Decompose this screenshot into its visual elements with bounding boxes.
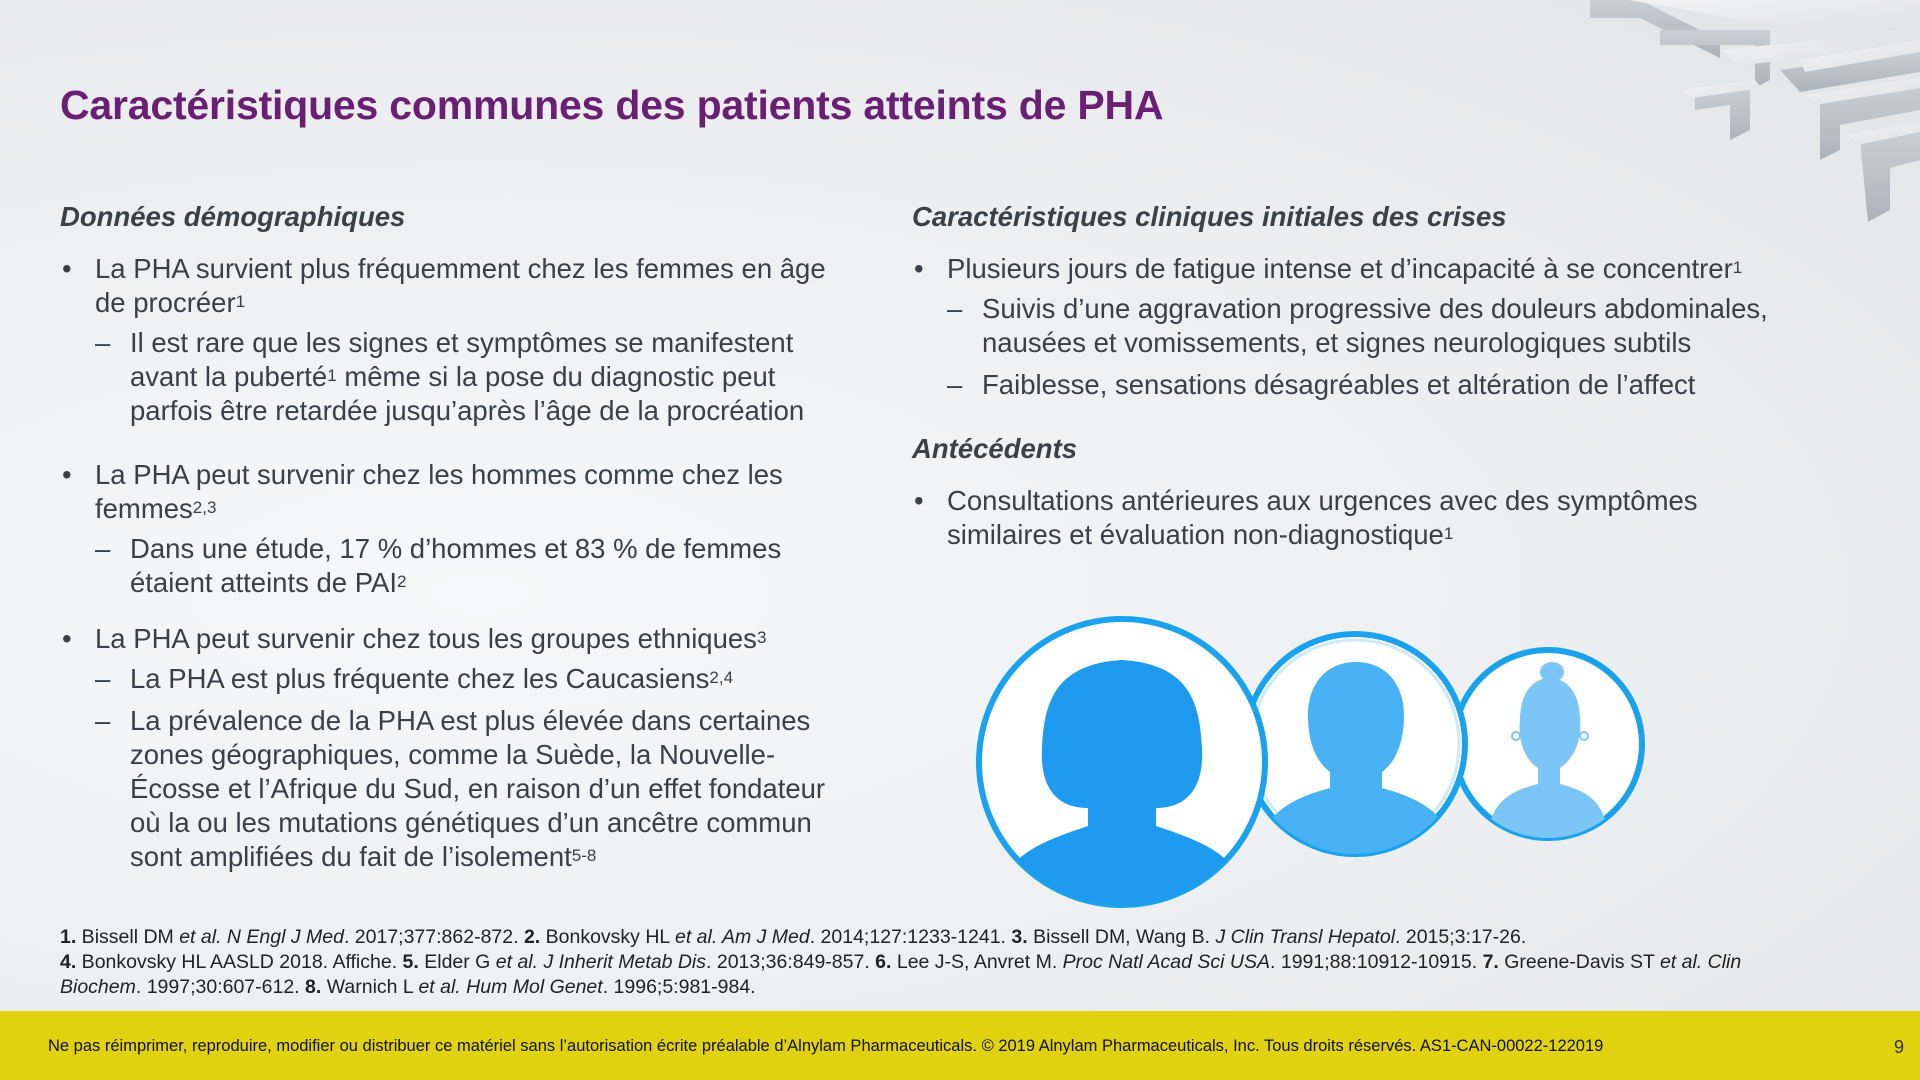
sub-list-item: – Dans une étude, 17 % d’hommes et 83 % de femmes étaient atteints de PAI$^2$ [95, 532, 860, 600]
clinical-heading: Caractéristiques cliniques initiales des crises [912, 201, 1507, 232]
history-heading: Antécédents [912, 433, 1078, 464]
references: 1. Bissell DM et al. N Engl J Med. 2017;377:862-872. 2. Bonkovsky HL et al. Am J Med. 2014;127:1233-1241. 3. Bissell DM, Wang B. J Clin Transl Hepatol. 2015;3:17-26. 4. Bonkovsky HL AASLD 2018. Affiche. 5. Elder G et al. J Inherit Metab Dis. 2013;36:849-857. 6. Lee J-S, Anvret M. Proc Natl Acad Sci USA. 1991;88:10912-10915. 7. Greene-Davis ST et al. Clin Biochem. 1997;30:607-612. 8. Warnich L et al. Hum Mol Genet. 1996;5:981-984. [60, 926, 1742, 998]
avatar-man-icon [1245, 634, 1465, 858]
list-item: • La PHA survient plus fréquemment chez les femmes en âge de procréer$^1$ – Il est rare que les signes et symptômes se manifestent avant la puberté$^1$ même si la pose du diagnostic peut parfois être retardée jusqu’après l’âge de la procréation [60, 252, 860, 428]
page-title: Caractéristiques communes des patients atteints de PHA [60, 82, 1164, 128]
list-item: • Consultations antérieures aux urgences avec des symptômes similaires et évaluation non-diagnostique$^1$ [912, 484, 1812, 552]
sub-list-item: – Faiblesse, sensations désagréables et altération de l’affect [947, 368, 1812, 402]
sub-list-item: – Il est rare que les signes et symptômes se manifestent avant la puberté$^1$ même si la pose du diagnostic peut parfois être retardée jusqu’après l’âge de la procréation [95, 326, 860, 428]
clinical-list [912, 252, 1812, 402]
demographics-column [60, 200, 860, 882]
sub-list-item: – La PHA est plus fréquente chez les Caucasiens$^{2,4}$ [95, 662, 860, 696]
page-number: 9 [1893, 1037, 1904, 1057]
patients-illustration [968, 608, 1648, 918]
sub-list-item: – Suivis d’une aggravation progressive des douleurs abdominales, nausées et vomissements, et signes neurologiques subtils [947, 292, 1812, 360]
avatar-woman-bun-icon [1454, 650, 1642, 838]
list-item: • La PHA peut survenir chez tous les groupes ethniques$^3$ – La PHA est plus fréquente chez les Caucasiens$^{2,4}$ – La prévalence de la PHA est plus élevée dans certaines zones géographiques, comme la Suède, la Nouvelle-Écosse et l’Afrique du Sud, en raison d’un effet fondateur où la ou les mutations génétiques d’un ancêtre commun sont amplifiées du fait de l’isolement$^{5-8}$ [60, 622, 860, 874]
demographics-list [60, 252, 860, 874]
clinical-column [912, 200, 1812, 556]
list-item: • Plusieurs jours de fatigue intense et d’incapacité à se concentrer$^1$ – Suivis d’une aggravation progressive des douleurs abdominales, nausées et vomissements, et signes neurologiques subtils – Faiblesse, sensations désagréables et altération de l’affect [912, 252, 1812, 402]
list-item: • La PHA peut survenir chez les hommes comme chez les femmes$^{2,3}$ – Dans une étude, 17 % d’hommes et 83 % de femmes étaient atteints de PAI$^2$ [60, 458, 860, 600]
history-list [912, 484, 1812, 552]
demographics-heading: Données démographiques [60, 201, 406, 232]
avatar-woman-icon [979, 619, 1265, 908]
footer-bar [0, 1011, 1920, 1080]
maze-illustration [1300, 0, 1920, 225]
footer-disclaimer: Ne pas réimprimer, reproduire, modifier ou distribuer ce matériel sans l’autorisation écrite préalable d’Alnylam Pharmaceuticals. © 2019 Alnylam Pharmaceuticals, Inc. Tous droits réservés. AS1-CAN-00022-122019 [48, 1037, 1604, 1055]
sub-list-item: – La prévalence de la PHA est plus élevée dans certaines zones géographiques, comme la Suède, la Nouvelle-Écosse et l’Afrique du Sud, en raison d’un effet fondateur où la ou les mutations génétiques d’un ancêtre commun sont amplifiées du fait de l’isolement$^{5-8}$ [95, 704, 860, 874]
